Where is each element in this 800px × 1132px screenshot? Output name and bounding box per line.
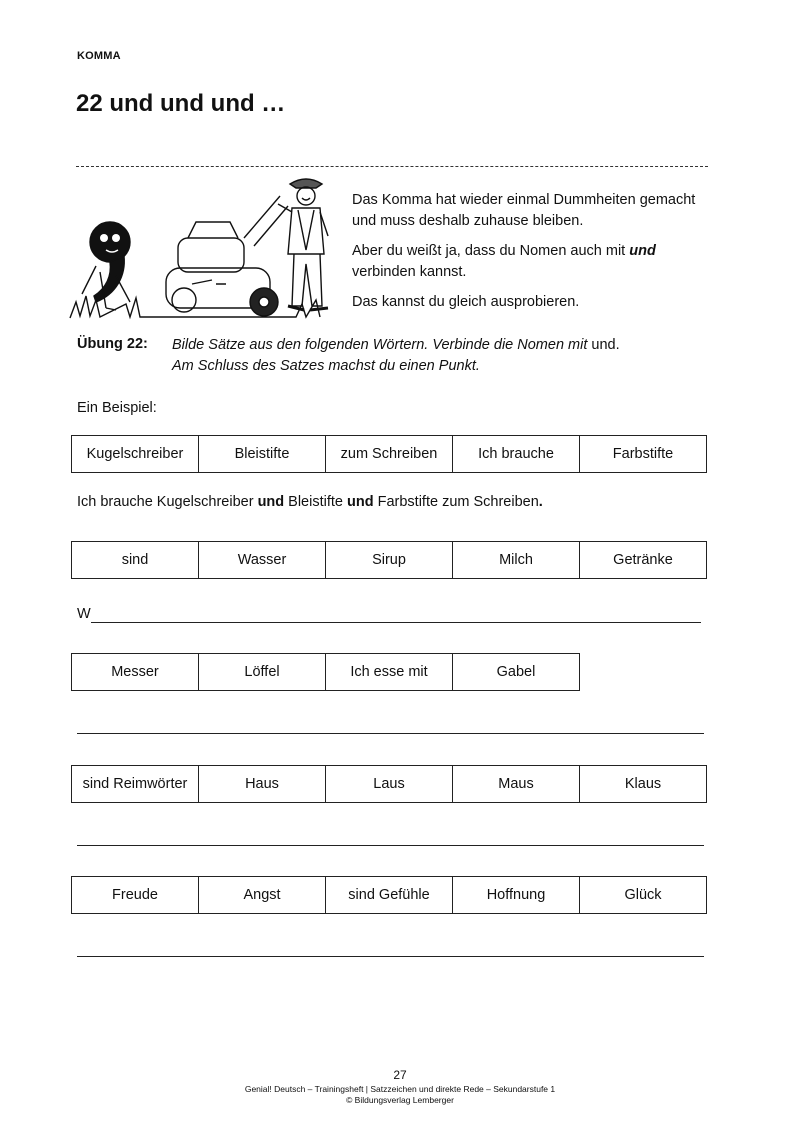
sentence-und: und (257, 494, 285, 510)
word-cell: Freude (71, 876, 199, 914)
intro-line-3: Das kannst du gleich ausprobieren. (352, 294, 580, 310)
word-cell: Kugelschreiber (71, 435, 199, 473)
word-cell: sind Gefühle (325, 876, 453, 914)
instruction-word: und. (587, 337, 620, 353)
word-cell: zum Schreiben (325, 435, 453, 473)
sentence-period: . (538, 494, 543, 510)
intro-line-2-end: verbinden kannst. (352, 264, 467, 280)
word-cell: Klaus (579, 765, 707, 803)
task-1-answer-line[interactable] (91, 622, 701, 623)
word-cell: Milch (452, 541, 580, 579)
sentence-part: Farbstifte zum Schreiben (373, 494, 539, 510)
word-cell: Löffel (198, 653, 326, 691)
word-cell: Gabel (452, 653, 580, 691)
footer-copyright: © Bildungsverlag Lemberger (346, 1095, 454, 1105)
comma-gardener-illustration (66, 176, 342, 322)
intro-line-2-text: Aber du weißt ja, dass du Nomen auch mit (352, 243, 630, 259)
dashed-divider (76, 166, 708, 167)
word-cell: Messer (71, 653, 199, 691)
word-cell: Maus (452, 765, 580, 803)
example-word-row (71, 435, 706, 473)
task-2-answer-line[interactable] (77, 733, 704, 734)
example-sentence (77, 494, 543, 510)
footer-publication: Genial! Deutsch – Trainingsheft | Satzzeichen und direkte Rede – Sekundarstufe 1 (244, 1084, 556, 1094)
task-1-word-row (71, 541, 706, 579)
word-cell: Farbstifte (579, 435, 707, 473)
intro-line-1: Das Komma hat wieder einmal Dummheiten gemacht und muss deshalb zuhause bleiben. (352, 192, 696, 229)
task-2-word-row (71, 653, 579, 691)
page-title: 22 und und und … (76, 90, 286, 117)
word-cell: Angst (198, 876, 326, 914)
intro-emphasis-und: und (629, 243, 656, 259)
task-3-word-row (71, 765, 706, 803)
intro-text (352, 190, 712, 322)
word-cell: Laus (325, 765, 453, 803)
word-cell: Sirup (325, 541, 453, 579)
instruction-line-2: Am Schluss des Satzes machst du einen Punkt. (172, 358, 480, 374)
exercise-instructions (172, 335, 732, 377)
task-1-answer-start: W (77, 606, 91, 622)
task-3-answer-line[interactable] (77, 845, 704, 846)
sentence-und: und (347, 494, 374, 510)
word-cell: Wasser (198, 541, 326, 579)
word-cell: Ich brauche (452, 435, 580, 473)
sentence-part: Bleistifte (284, 494, 347, 510)
task-4-answer-line[interactable] (77, 956, 704, 957)
page-number: 27 (393, 1068, 407, 1082)
word-cell: Haus (198, 765, 326, 803)
word-cell: Ich esse mit (325, 653, 453, 691)
exercise-label: Übung 22: (77, 336, 148, 352)
sentence-part: Ich brauche Kugelschreiber (77, 494, 258, 510)
section-label: KOMMA (77, 50, 121, 62)
example-label: Ein Beispiel: (77, 400, 157, 416)
intro-line-2 (352, 241, 712, 283)
word-cell: Getränke (579, 541, 707, 579)
instruction-italic: Bilde Sätze aus den folgenden Wörtern. Verbinde die Nomen mit (172, 337, 588, 353)
word-cell: sind Reimwörter (71, 765, 199, 803)
task-4-word-row (71, 876, 706, 914)
word-cell: Bleistifte (198, 435, 326, 473)
word-cell: Glück (579, 876, 707, 914)
word-cell: Hoffnung (452, 876, 580, 914)
word-cell: sind (71, 541, 199, 579)
